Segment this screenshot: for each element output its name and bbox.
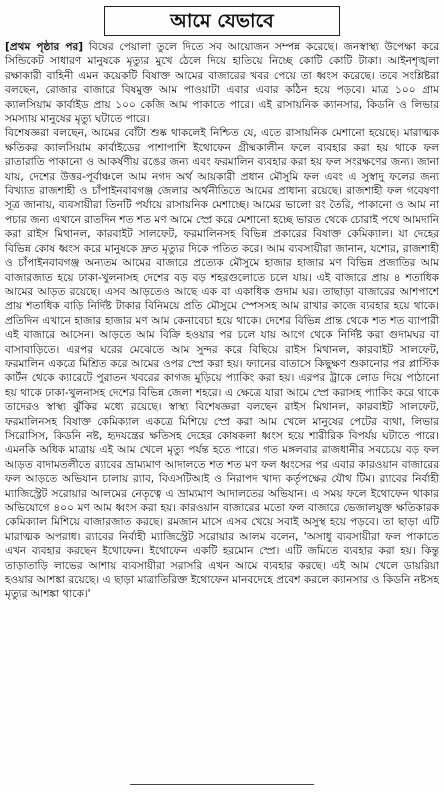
article-body [0,36,444,602]
source-tag: [প্রথম পৃষ্ঠার পর] [5,41,84,53]
headline: আমে যেভাবে [170,10,274,32]
paragraph-2-text: বিশেষজ্ঞরা বলছেন, আমের বোঁটা শুষ্ক থাকলেই নিশ্চিত যে, এতে রাসায়নিক মেশানো হয়েছে। মারাত্মক ক্ষতিকর ক্যালসিয়াম কার্বাইডের পাশাপাশি ইথোফেন গ্রীষ্মকালীন ফলে ব্যবহার করা হয় থাকে ফল রাতারাতি পাকানো ও আকর্ষণীয় রঙের জন্য এবং ফরমালিন ব্যবহার করা হয় ফল সংরক্ষণের জন্য। জানা যায়, দেশের উত্তর-পূর্বাঞ্চলে আম নগদ অর্থ আয়কারী প্রধান মৌসুমি ফল এবং এ সুস্বাদু ফলের জন্য বিখ্যাত রাজশাহী ও চাঁপাইনবাবগঞ্জ জেলার অর্থনীতিতে আমের প্রাধান্য রয়েছে। রাজশাহী ফল গবেষণা সূত্র জানায়, ব্যবসায়ীরা তিনটি পর্যায়ে রাসায়নিক মেশাচ্ছে। আমের ভালো রং তৈরি, পাকানো ও আম না পচার জন্য এখানে রাতদিন শত শত মণ আমে স্প্রে করে মেশানো হচ্ছে ভারত থেকে চোরাই পথে আমদানি করা রাইস মিথানল, কারবাইট সালফেট, ফরমালিনসহ বিভিন্ন প্রকারের বিষাক্ত কেমিক্যাল। যা দেহের বিভিন্ন কোষ ধ্বংস করে মানুষকে দ্রুত মৃত্যুর দিকে পতিত করে। আম ব্যবসায়ীরা জানান, যশোর, রাজশাহী ও চাঁপাইনবাবগঞ্জ অন্যতম আমের বাজারে প্রত্যেক মৌসুমে হাজার হাজার মণ বিভিন্ন প্রজাতির আম বাজারজাত হয়ে ঢাকা-খুলনাসহ দেশের বড় বড় শহরগুলোতে চলে যায়। এই বাজারে প্রায় ৪ শতাধিক আমের আড়ত রয়েছে। এসব আড়তেও আছে এক বা একাধিক গুদাম ঘর। তাছাড়া বাজারের আশপাশে প্রায় শতাধিক বাড়ি নির্দিষ্ট টাকার বিনিময়ে প্রতি মৌসুমে স্পেসসহ আম রাখার কাজে ব্যবহার হয়ে থাকে। প্রতিদিন এখানে হাজার হাজার মণ আম কেনাবেচা হয়ে থাকে। দেশের বিভিন্ন প্রান্ত থেকে শত শত ব্যাপারী এই বাজারে আসেন। আড়তে আম বিক্রি হওয়ার পর চলে যায় আগে থেকে নির্দিষ্ট করা গুদামঘর বা বাসাবাড়িতে। এরপর ঘরের মেঝেতে আম সুন্দর করে বিছিয়ে রাইস মিথানল, কারবাইট সালফেট, ফরমালিন একত্রে মিশ্রিত করে আমের ওপর স্প্রে করা হয়। ফ্যানের বাতাসে কিছুক্ষণ শুকানোর পর প্লাস্টিক কার্টন থেকে ক্যারেটে পুরাতন খবরের কাগজ মুড়িয়ে প্যাকিং করা হয়। এরপর ট্রাকে লোড দিয়ে পাঠানো হয় থাকে ঢাকা-খুলনাসহ দেশের বিভিন্ন জেলা শহরে। এ ক্ষেত্রে যারা আমে স্প্রে করাসহ প্যাকিং করে থাকে তাদেরও স্বাস্থ্য ঝুঁকির মধ্যে রয়েছে। স্বাস্থ্য বিশেষজ্ঞরা বলছেন রাইস মিথানল, কারবাইট সালফেট, ফরমালিনসহ বিষাক্ত কেমিক্যাল একত্রে মিশিয়ে স্প্রে করা আম খেলে মানুষের পেটের ব্যথা, লিভার সিরোসিস, কিডনি নষ্ট, হৃদযন্ত্রের ক্ষতিসহ দেহের কোষকলা ধ্বংস হয়ে শারীরিক বিপর্যয় ঘটাতে পারে। এমনকি অধিক মাত্রায় এই আম খেলে মৃত্যু পর্যন্ত হতে পারে। গত মঙ্গলবার রাজধানীর সবচেয়ে বড় ফল আড়ত বাদামতলীতে র‍্যাবের ভ্রাম্যমাণ আদালতে শত শত মণ ফল ধ্বংসের পর এবার কারওয়ান বাজারের ফল আড়তে অভিযান চালায় র‍্যাব, বিএসটিআই ও নিরাপদ খাদ্য কর্তৃপক্ষের যৌথ টিম। র‍্যাবের নির্বাহী ম্যাজিস্ট্রেট সরোয়ার আলমের নেতৃত্বে এ ভ্রাম্যমাণ আদালতের অভিযান। এ সময় ফলে ইথোফেন থাকার অভিযোগে ৪০০ মণ আম ধ্বংস করা হয়। কারওয়ান বাজারের মতো ফল বাজারে ভেজালযুক্ত ক্ষতিকারক কেমিক্যাল মিশিয়ে বাজারজাত করছে। রমজান মাসে এসব খেয়ে সবাই অসুস্থ হয়ে পড়বে। তা ছাড়া এটি মারাত্মক অপরাধ। র‍্যাবের নির্বাহী ম্যাজিস্ট্রেট সরোয়ার আলম বলেন, 'অসাধু ব্যবসায়ীরা ফল পাকাতে এখন ব্যবহার করছেন ইথোফেন। ইথোফেন একটি হরমোন স্প্রে। এটি জমিতে ব্যবহার করা হয়। কিন্তু তাড়াতাড়ি লাভের আশায় ব্যবসায়ীরা সরাসরি এখন আমে ব্যবহার করছে। এই আম খেলে ডায়রিয়া হওয়ার আশঙ্কা রয়েছে। এ ছাড়া মাত্রাতিরিক্ত ইথোফেন মানবদেহে প্রবেশ করলে ক্যানসার ও কিডনি নষ্টসহ মৃত্যুর আশঙ্কা থাকে।' [5,127,439,601]
bottom-divider [130,784,314,791]
paragraph-1 [5,40,439,126]
paragraph-2 [5,126,439,601]
headline-box [104,6,340,36]
paragraph-1-text: বিষের পেয়ালা তুলে দিতে সব আয়োজন সম্পন্ন করেছে। জনস্বাস্থ্য উপেক্ষা করে সিন্ডিকেট সাধারণ মানুষকে মৃত্যুর মুখে ঠেলে দিয়ে হাতিয়ে নিচ্ছে কোটি কোটি টাকা। আইনশৃঙ্খলা রক্ষাকারী বাহিনী এমন কয়েকটি বিষাক্ত আমের বাজারের খবর পেয়ে তা ধ্বংস করেছে। তবে সংশ্লিষ্টরা বলছেন, রোজার বাজারে বিষমুক্ত আম পাওয়াটা এবার এবার কঠিন হয়ে পড়বে। মাত্র ১০০ গ্রাম ক্যালসিয়াম কার্বাইড প্রায় ১০০ কেজি আম পাকাতে পারে। এই রাসায়নিক ক্যানসার, কিডনি ও লিভার সমস্যায় মানুষের মৃত্যু ঘটাতে পারে। [5,41,439,126]
